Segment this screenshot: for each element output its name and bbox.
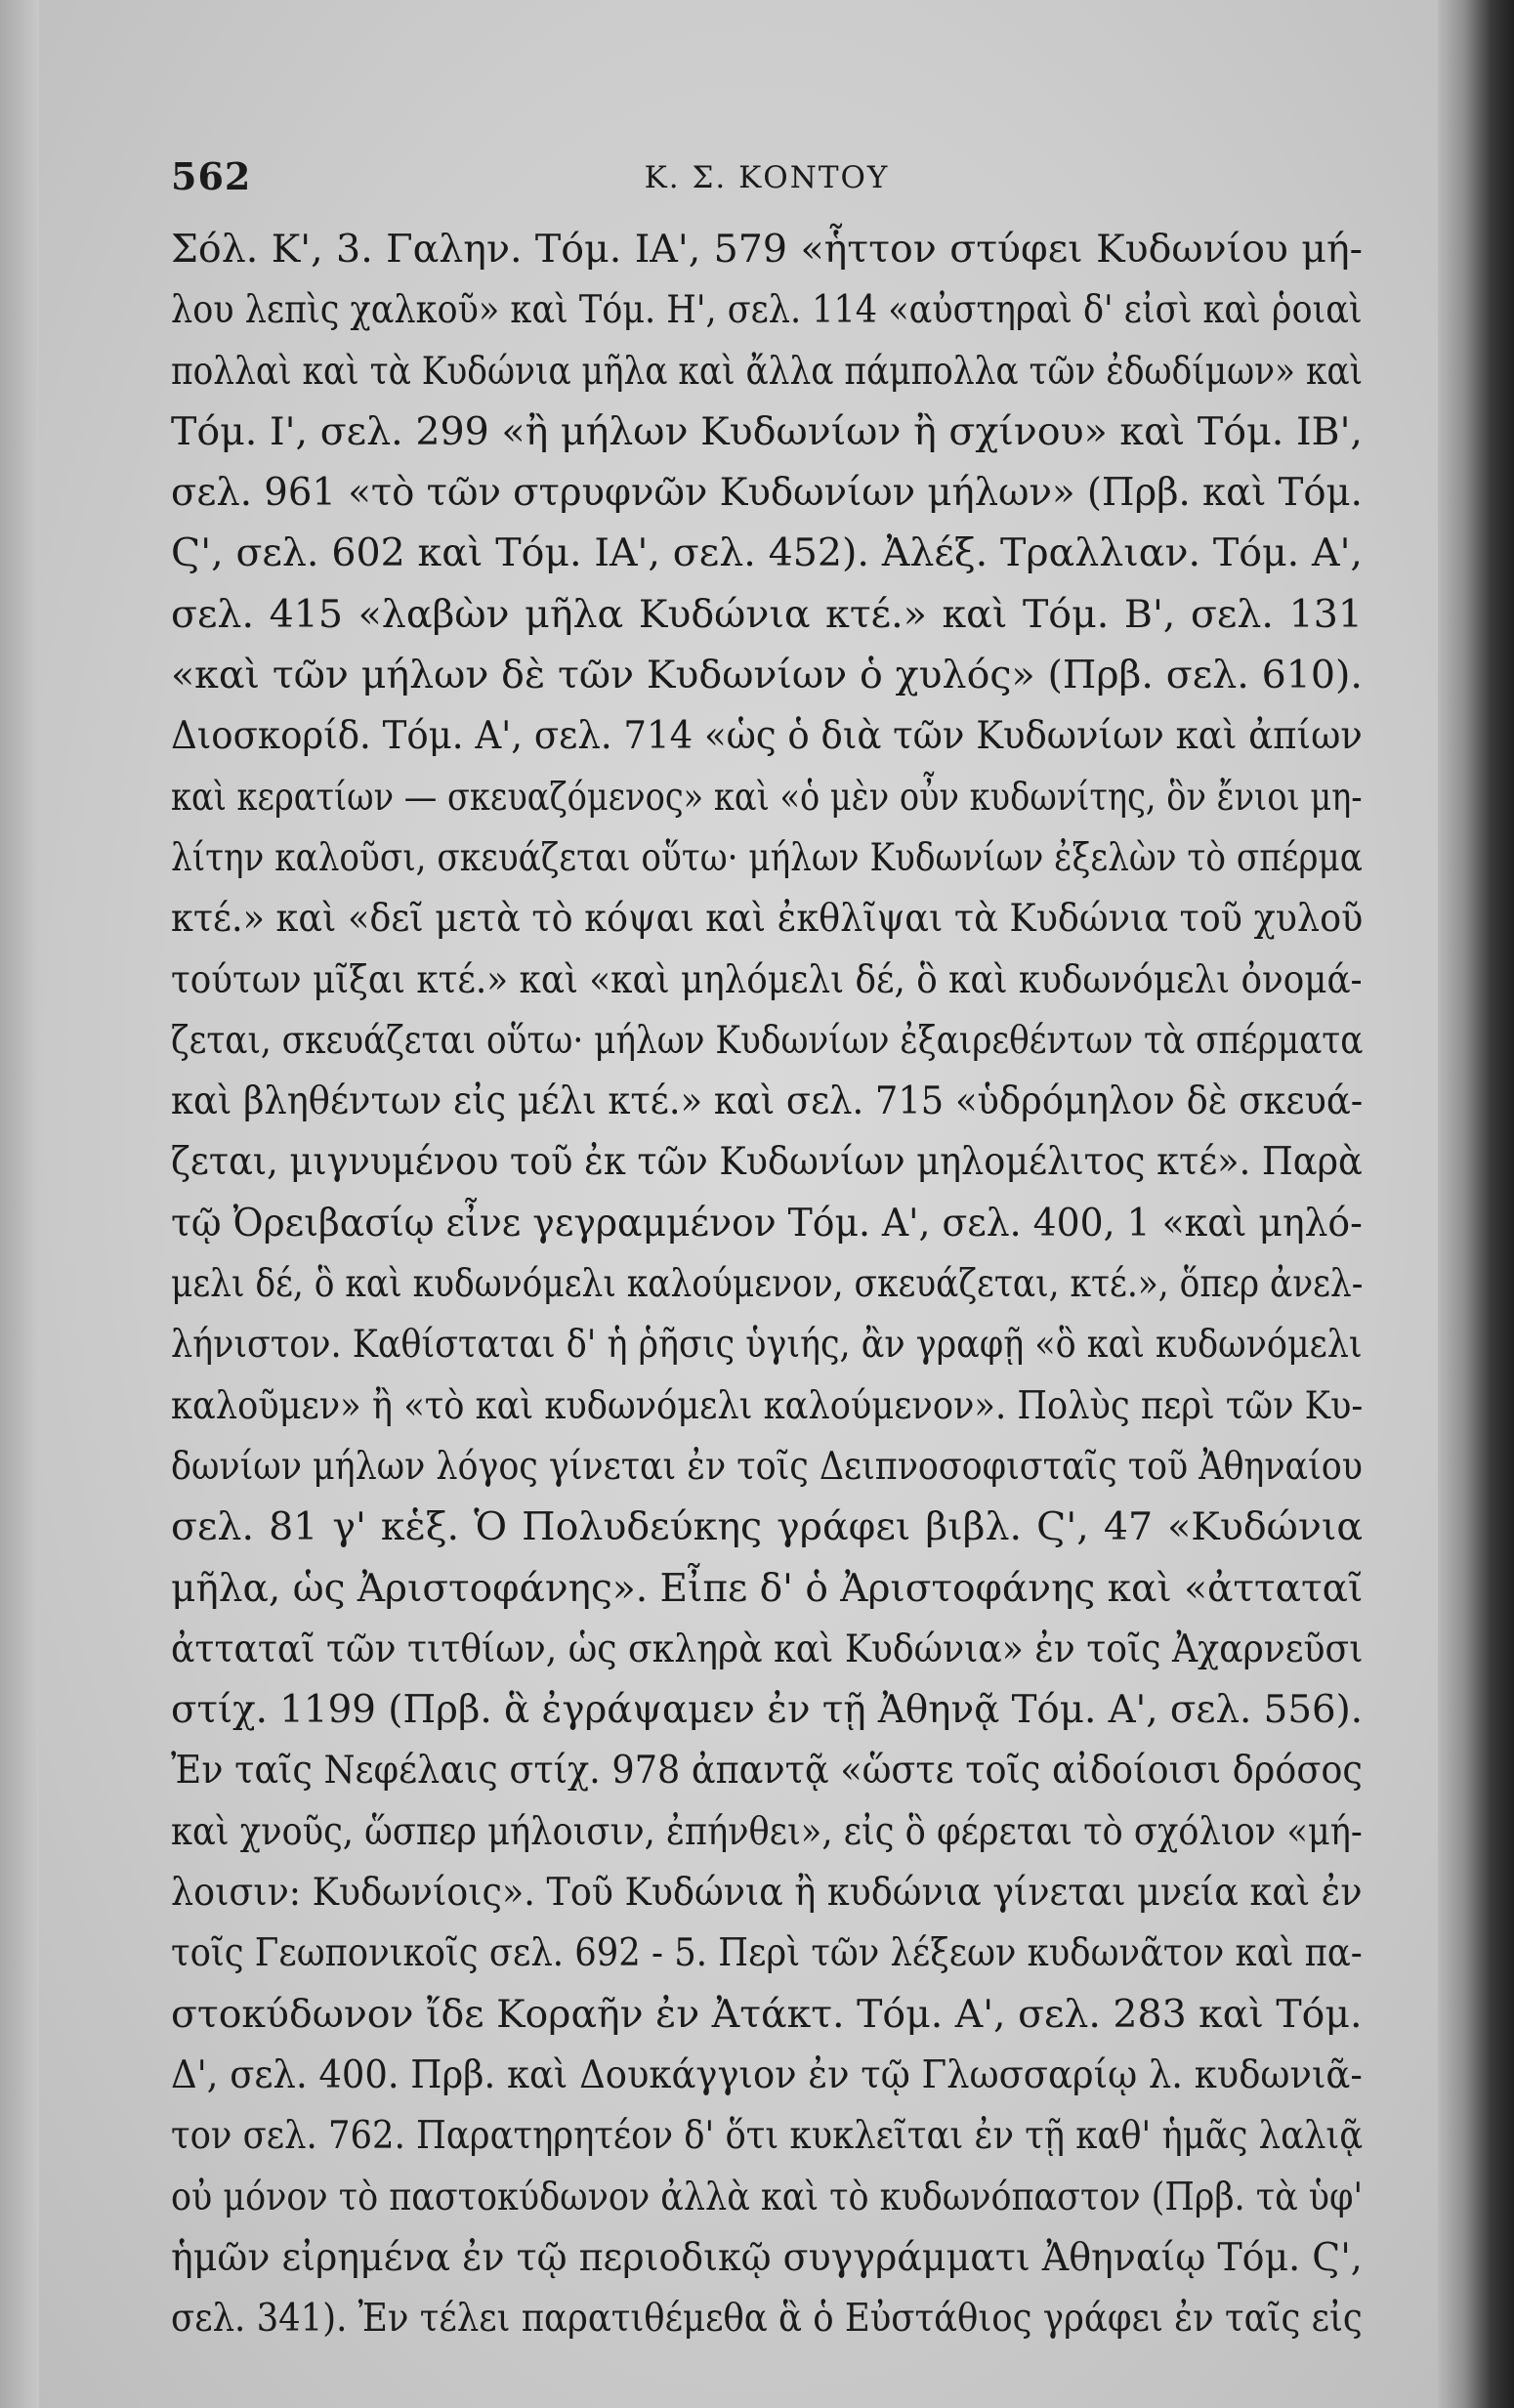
text-line: τοῖς Γεωπονικοῖς σελ. 692 - 5. Περὶ τῶν λέξεων κυδωνᾶτον καὶ πα- xyxy=(171,1930,1363,1976)
text-line: μελι δέ, ὃ καὶ κυδωνόμελι καλούμενον, σκευάζεται, κτέ.», ὅπερ ἀνελ- xyxy=(171,1261,1363,1307)
text-line: λοισιν: Κυδωνίοις». Τοῦ Κυδώνια ἢ κυδώνια γίνεται μνεία καὶ ἐν xyxy=(171,1870,1363,1916)
text-line: Διοσκορίδ. Τόμ. Α', σελ. 714 «ὡς ὁ διὰ τῶν Κυδωνίων καὶ ἀπίων xyxy=(171,713,1363,759)
page-left-edge xyxy=(0,0,39,2408)
body-text xyxy=(171,219,1363,2348)
text-line: καλοῦμεν» ἢ «τὸ καὶ κυδωνόμελι καλούμενον». Πολὺς περὶ τῶν Κυ- xyxy=(171,1382,1363,1428)
book-page xyxy=(171,147,1363,2348)
text-line: καὶ χνοῦς, ὥσπερ μήλοισιν, ἐπήνθει», εἰς ὃ φέρεται τὸ σχόλιον «μή- xyxy=(171,1808,1363,1854)
text-line: τούτων μῖξαι κτέ.» καὶ «καὶ μηλόμελι δέ, ὃ καὶ κυδωνόμελι ὀνομά- xyxy=(171,956,1363,1002)
text-line: δωνίων μήλων λόγος γίνεται ἐν τοῖς Δειπνοσοφισταῖς τοῦ Ἀθηναίου xyxy=(171,1443,1363,1489)
text-line: σελ. 81 γ' κἑξ. Ὁ Πολυδεύκης γράφει βιβλ. Ϛ', 47 «Κυδώνια xyxy=(171,1504,1363,1550)
text-line: σελ. 415 «λαβὼν μῆλα Κυδώνια κτέ.» καὶ Τόμ. Β', σελ. 131 xyxy=(171,591,1363,637)
text-line: κτέ.» καὶ «δεῖ μετὰ τὸ κόψαι καὶ ἐκθλῖψαι τὰ Κυδώνια τοῦ χυλοῦ xyxy=(171,896,1363,942)
text-line: τῷ Ὀρειβασίῳ εἶνε γεγραμμένον Τόμ. Α', σελ. 400, 1 «καὶ μηλό- xyxy=(171,1200,1363,1246)
text-line: Σόλ. Κ', 3. Γαλην. Τόμ. ΙΑ', 579 «ἧττον στύφει Κυδωνίου μή- xyxy=(171,227,1363,272)
text-line: πολλαὶ καὶ τὰ Κυδώνια μῆλα καὶ ἄλλα πάμπολλα τῶν ἐδωδίμων» καὶ xyxy=(171,348,1363,394)
text-line: οὐ μόνον τὸ παστοκύδωνον ἀλλὰ καὶ τὸ κυδωνόπαστον (Πρβ. τὰ ὑφ' xyxy=(171,2174,1363,2219)
text-line: ἡμῶν εἰρημένα ἐν τῷ περιοδικῷ συγγράμματι Ἀθηναίῳ Τόμ. Ϛ', xyxy=(171,2234,1363,2280)
text-line: καὶ βληθέντων εἰς μέλι κτέ.» καὶ σελ. 715 «ὑδρόμηλον δὲ σκευά- xyxy=(171,1078,1363,1124)
text-line: καὶ κερατίων — σκευαζόμενος» καὶ «ὁ μὲν οὖν κυδωνίτης, ὃν ἔνιοι μη- xyxy=(171,774,1363,820)
book-spine-shadow xyxy=(1438,0,1514,2408)
text-line: μῆλα, ὡς Ἀριστοφάνης». Εἶπε δ' ὁ Ἀριστοφάνης καὶ «ἀτταταῖ xyxy=(171,1565,1363,1611)
text-line: Δ', σελ. 400. Πρβ. καὶ Δουκάγγιον ἐν τῷ Γλωσσαρίῳ λ. κυδωνιᾶ- xyxy=(171,2051,1363,2097)
text-line: στοκύδωνον ἴδε Κοραῆν ἐν Ἀτάκτ. Τόμ. Α', σελ. 283 καὶ Τόμ. xyxy=(171,1991,1363,2037)
text-line: σελ. 341). Ἐν τέλει παρατιθέμεθα ἃ ὁ Εὐστάθιος γράφει ἐν ταῖς εἰς xyxy=(171,2296,1363,2342)
text-line: τον σελ. 762. Παρατηρητέον δ' ὅτι κυκλεῖται ἐν τῇ καθ' ἡμᾶς λαλιᾷ xyxy=(171,2113,1363,2159)
text-line: σελ. 961 «τὸ τῶν στρυφνῶν Κυδωνίων μήλων» (Πρβ. καὶ Τόμ. xyxy=(171,470,1363,516)
text-line: λου λεπὶς χαλκοῦ» καὶ Τόμ. Η', σελ. 114 «αὐστηραὶ δ' εἰσὶ καὶ ῥοιαὶ xyxy=(171,287,1363,333)
text-line: ζεται, μιγνυμένου τοῦ ἐκ τῶν Κυδωνίων μηλομέλιτος κτέ». Παρὰ xyxy=(171,1139,1363,1185)
text-line: ζεται, σκευάζεται οὕτω· μήλων Κυδωνίων ἐξαιρεθέντων τὰ σπέρματα xyxy=(171,1017,1363,1063)
text-line: Ἐν ταῖς Νεφέλαις στίχ. 978 ἀπαντᾷ «ὥστε τοῖς αἰδοίοισι δρόσος xyxy=(171,1748,1363,1794)
text-line: στίχ. 1199 (Πρβ. ἃ ἐγράψαμεν ἐν τῇ Ἀθηνᾷ Τόμ. Α', σελ. 556). xyxy=(171,1687,1363,1733)
text-line: «καὶ τῶν μήλων δὲ τῶν Κυδωνίων ὁ χυλός» (Πρβ. σελ. 610). xyxy=(171,653,1363,698)
text-line: Ϛ', σελ. 602 καὶ Τόμ. ΙΑ', σελ. 452). Ἀλέξ. Τραλλιαν. Τόμ. Α', xyxy=(171,530,1363,576)
text-line: λίτην καλοῦσι, σκευάζεται οὕτω· μήλων Κυδωνίων ἐξελὼν τὸ σπέρμα xyxy=(171,834,1363,880)
running-head: Κ. Σ. ΚΟΝΤΟΥ xyxy=(644,160,890,195)
page-header xyxy=(171,147,1363,205)
page-number: 562 xyxy=(171,154,252,198)
text-line: λήνιστον. Καθίσταται δ' ἡ ῥῆσις ὑγιής, ἂν γραφῇ «ὃ καὶ κυδωνόμελι xyxy=(171,1322,1363,1368)
text-line: Τόμ. Ι', σελ. 299 «ἢ μήλων Κυδωνίων ἢ σχίνου» καὶ Τόμ. ΙΒ', xyxy=(171,408,1363,454)
text-line: ἀτταταῖ τῶν τιτθίων, ὡς σκληρὰ καὶ Κυδώνια» ἐν τοῖς Ἀχαρνεῦσι xyxy=(171,1626,1363,1671)
